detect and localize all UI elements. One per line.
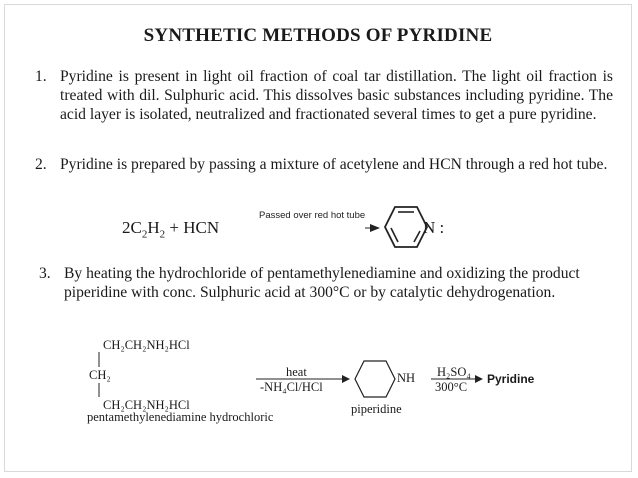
reaction-scheme-lines [5, 5, 633, 473]
arrow2-condition-bottom: 300°C [435, 380, 468, 394]
item-text: By heating the hydrochloride of pentamethylenediamine and oxidizing the product piperidine with conc. Sulphuric acid at 300°C or by catalytic dehydrogenation. [64, 265, 580, 302]
item-number: 3. [39, 265, 51, 282]
top-chain-formula: CH₂CH₂NH₂HCl [103, 338, 190, 352]
item-text: Pyridine is present in light oil fraction of coal tar distillation. The light oil fraction is treated with dil. Sulphuric acid. This dissolves basic substances including pyridine. The acid layer is isolated, neutralized and fractionated several times to get a pure pyridine. [60, 68, 613, 124]
piperidine-ring [355, 361, 395, 397]
piperidine-name: piperidine [351, 402, 402, 416]
arrow2-head [475, 375, 483, 383]
slide [4, 4, 632, 472]
arrow2-condition-top: H₂SO₄ [437, 365, 471, 379]
piperidine-nh: NH [397, 371, 416, 385]
reaction-condition-label: Passed over red hot tube [259, 210, 366, 221]
item-number: 2. [35, 156, 47, 173]
pyridine-nitrogen-label: N : [423, 218, 445, 237]
arrow1-condition-bottom: -NH₄Cl/HCl [260, 380, 323, 394]
arrow1-head [342, 375, 350, 383]
item-text: Pyridine is prepared by passing a mixture of acetylene and HCN through a red hot tube. [60, 156, 608, 173]
reactant-name: pentamethylenediamine hydrochloric [87, 410, 274, 424]
slide-title: SYNTHETIC METHODS OF PYRIDINE [143, 25, 493, 46]
item-number: 1. [35, 68, 47, 85]
arrow1-condition-top: heat [286, 365, 307, 379]
equation-reactants: $2C_2H_2$ + HCN [122, 218, 220, 241]
bottom-chain-formula: CH₂CH₂NH₂HCl [103, 398, 190, 412]
middle-ch2: CH₂ [89, 368, 111, 382]
product-pyridine: Pyridine [487, 372, 535, 386]
